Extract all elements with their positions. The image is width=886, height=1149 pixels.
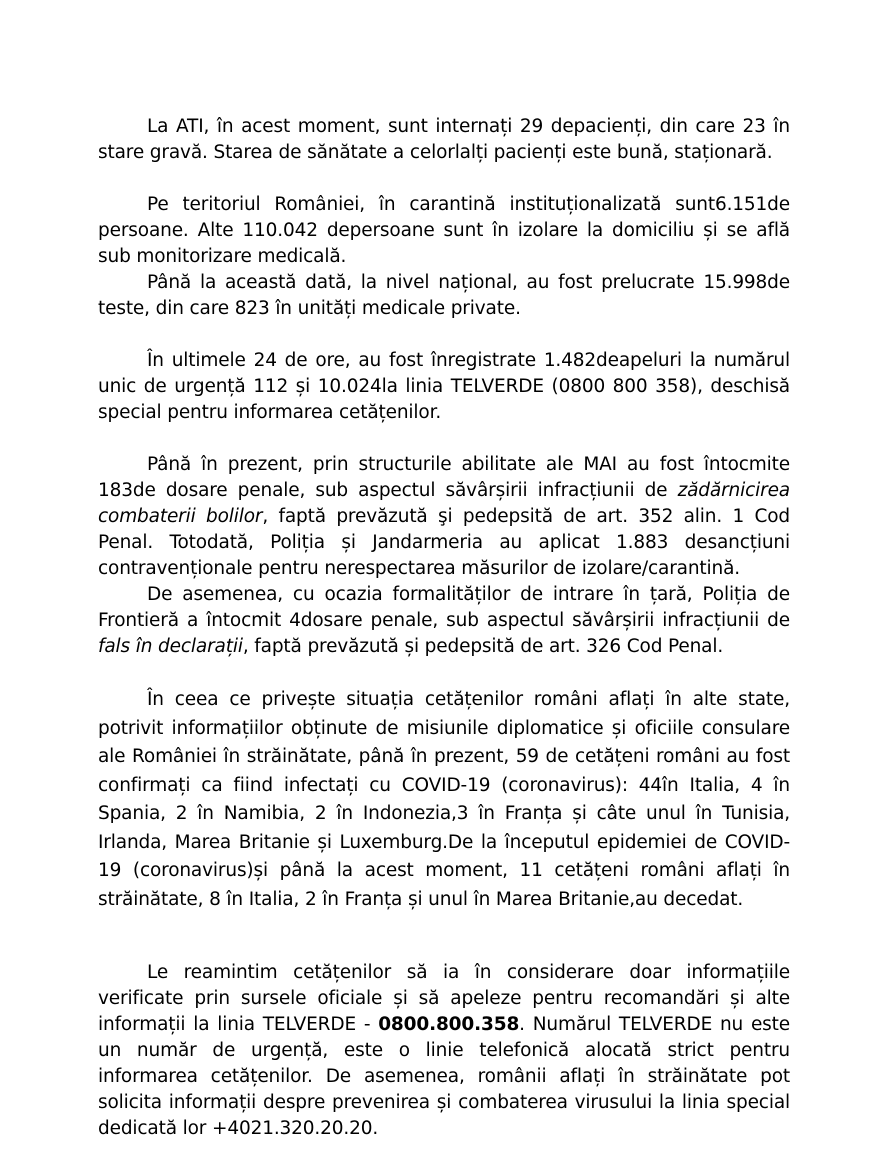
text-segment: Le reamintim cetățenilor să ia în considerare doar informațiile verificate prin sursele oficiale și să apeleze pentru recomandări și alte informații la linia TELVERDE - (98, 962, 790, 1035)
text-segment: Pe teritoriul României, în carantină instituționalizată sunt6.151de persoane. Alte 110.042 depersoane sunt în izolare la domiciliu și se află sub monitorizare medicală. (98, 194, 790, 267)
document-body (98, 114, 790, 1142)
paragraph-citizens-abroad (98, 686, 790, 914)
paragraph-telverde-reminder (98, 960, 790, 1142)
text-segment: Până în prezent, prin structurile abilitate ale MAI au fost întocmite 183de dosare penale, sub aspectul săvârșirii infracțiunii de (98, 454, 790, 501)
text-segment: . Numărul TELVERDE nu este un număr de urgență, este o linie telefonică alocată strict pentru informarea cetățenilor. De asemenea, românii aflați în străinătate pot solicita informații despre prevenirea și combaterea virusului la linia special dedicată lor +4021.320.20.20. (98, 1014, 790, 1139)
text-segment: 0800.800.358 (378, 1014, 520, 1035)
paragraph-criminal-cases-mai (98, 452, 790, 582)
text-segment: Până la această dată, la nivel național, au fost prelucrate 15.998de teste, din care 823 în unități medicale private. (98, 272, 790, 319)
paragraph-tests-processed (98, 270, 790, 322)
text-segment: , faptă prevăzută și pedepsită de art. 326 Cod Penal. (242, 636, 724, 657)
paragraph-ati-status (98, 114, 790, 166)
paragraph-quarantine-isolation (98, 192, 790, 270)
paragraph-emergency-calls (98, 348, 790, 426)
text-segment: În ceea ce privește situația cetățenilor români aflați în alte state, potrivit informațiilor obținute de misiunile diplomatice și oficiile consulare ale României în străinătate, până în prezent, 59 de cetățeni români au fost confirmați ca fiind infectați cu COVID-19 (coronavirus): 44în Italia, 4 în Spania, 2 în Namibia, 2 în Indonezia,3 în Franța și câte unul în Tunisia, Irlanda, Marea Britanie și Luxemburg.De la începutul epidemiei de COVID-19 (coronavirus)și până la acest moment, 11 cetățeni români aflați în străinătate, 8 în Italia, 2 în Franța și unul în Marea Britanie,au decedat. (98, 689, 790, 910)
text-segment: zădărnicirea combaterii bolilor (98, 480, 790, 527)
paragraph-border-police-cases (98, 582, 790, 660)
text-segment: La ATI, în acest moment, sunt internați 29 depacienți, din care 23 în stare gravă. Starea de sănătate a celorlalți pacienți este bună, staționară. (98, 116, 790, 163)
text-segment: De asemenea, cu ocazia formalităților de intrare în țară, Poliția de Frontieră a întocmit 4dosare penale, sub aspectul săvârșirii infracțiunii de (98, 584, 790, 631)
text-segment: fals în declarații (98, 636, 243, 657)
text-segment: , faptă prevăzută şi pedepsită de art. 352 alin. 1 Cod Penal. Totodată, Poliția și Jandarmeria au aplicat 1.883 desancțiuni contravenționale pentru nerespectarea măsurilor de izolare/carantină. (98, 506, 791, 579)
text-segment: În ultimele 24 de ore, au fost înregistrate 1.482deapeluri la numărul unic de urgență 112 și 10.024la linia TELVERDE (0800 800 358), deschisă special pentru informarea cetățenilor. (98, 350, 790, 423)
